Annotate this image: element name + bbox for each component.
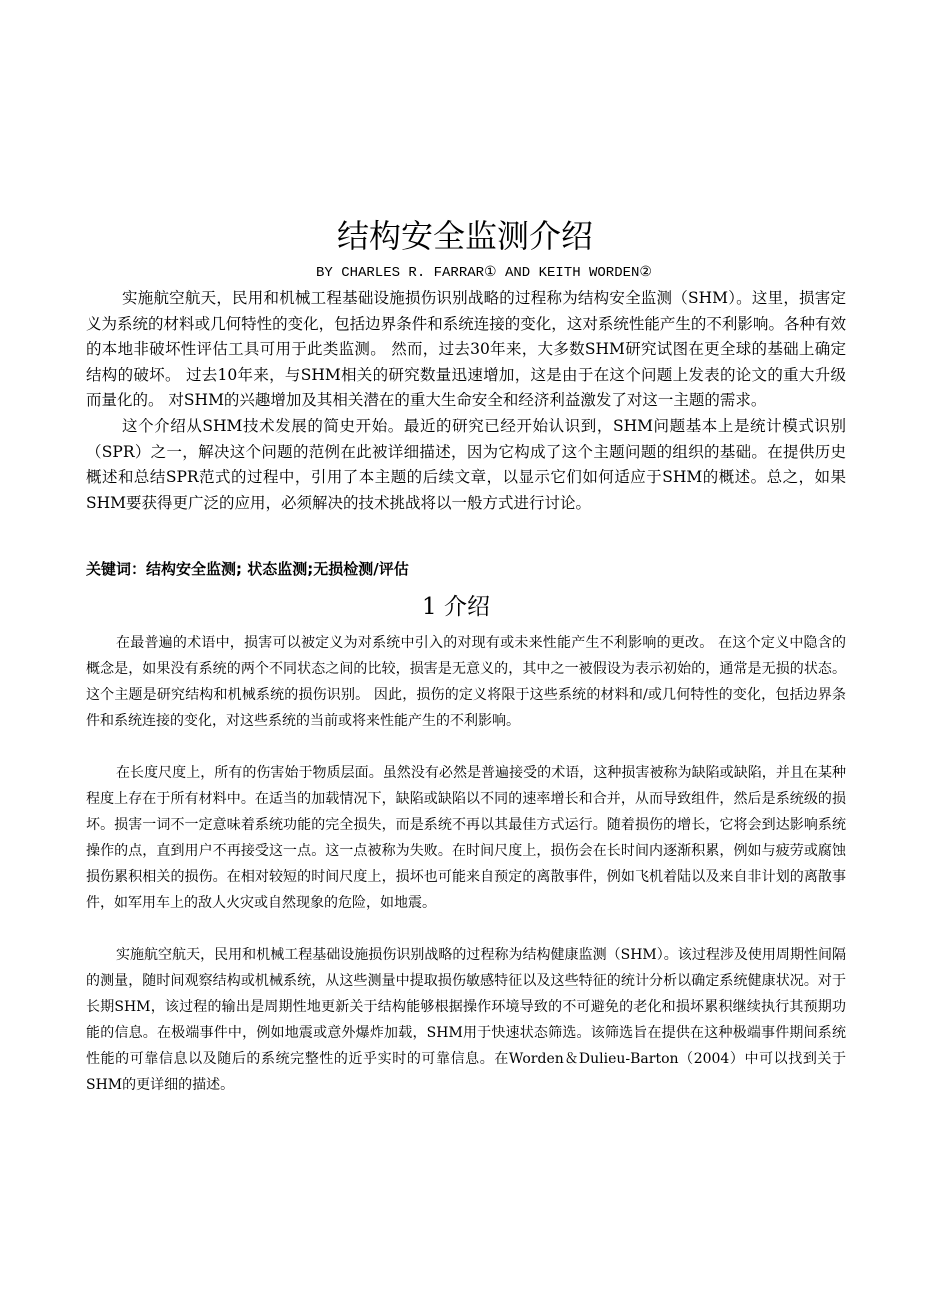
body-paragraph: 在最普遍的术语中，损害可以被定义为对系统中引入的对现有或未来性能产生不利影响的更改。 在这个定义中隐含的概念是，如果没有系统的两个不同状态之间的比较，损害是无意义的，其中之一被假设为表示初始的，通常是无损的状态。 这个主题是研究结构和机械系统的损伤识别。 因此，损伤的定义将限于这些系统的材料和/或几何特性的变化，包括边界条件和系统连接的变化，对这些系统的当前或将来性能产生的不利影响。 [86,635,846,729]
body-paragraph: 在长度尺度上，所有的伤害始于物质层面。虽然没有必然是普遍接受的术语，这种损害被称为缺陷或缺陷，并且在某种程度上存在于所有材料中。在适当的加载情况下，缺陷或缺陷以不同的速率增长和合并，从而导致组件，然后是系统级的损坏。损害一词不一定意味着系统功能的完全损失，而是系统不再以其最佳方式运行。随着损伤的增长，它将会到达影响系统操作的点，直到用户不再接受这一点。这一点被称为失败。在时间尺度上，损伤会在长时间内逐渐积累，例如与疲劳或腐蚀损伤累积相关的损伤。在相对较短的时间尺度上，损坏也可能来自预定的离散事件，例如飞机着陆以及来自非计划的离散事件，如军用车上的敌人火灾或自然现象的危险，如地震。 [86,765,846,911]
keywords: 关键词：结构安全监测; 状态监测;无损检测/评估 [86,560,409,578]
document-title: 结构安全监测介绍 [336,217,593,255]
abstract-paragraph: 实施航空航天，民用和机械工程基础设施损伤识别战略的过程称为结构安全监测（SHM）。这里，损害定义为系统的材料或几何特性的变化，包括边界条件和系统连接的变化，这对系统性能产生的不利影响。各种有效的本地非破坏性评估工具可用于此类监测。 然而，过去30年来，大多数SHM研究试图在更全球的基础上确定结构的破坏。 过去10年来，与SHM相关的研究数量迅速增加，这是由于在这个问题上发表的论文的重大升级而量化的。 对SHM的兴趣增加及其相关潜在的重大生命安全和经济利益激发了对这一主题的需求。 [86,289,846,410]
abstract-paragraph: 这个介绍从SHM技术发展的简史开始。最近的研究已经开始认识到，SHM问题基本上是统计模式识别（SPR）之一，解决这个问题的范例在此被详细描述，因为它构成了这个主题问题的组织的基础。在提供历史概述和总结SPR范式的过程中，引用了本主题的后续文章，以显示它们如何适应于SHM的概述。总之，如果SHM要获得更广泛的应用，必须解决的技术挑战将以一般方式进行讨论。 [86,416,846,512]
section-heading-introduction: 1 介绍 [422,594,490,620]
body-paragraph: 实施航空航天，民用和机械工程基础设施损伤识别战略的过程称为结构健康监测（SHM）。该过程涉及使用周期性间隔的测量，随时间观察结构或机械系统，从这些测量中提取损伤敏感特征以及这些特征的统计分析以确定系统健康状况。对于长期SHM，该过程的输出是周期性地更新关于结构能够根据操作环境导致的不可避免的老化和损坏累积继续执行其预期功能的信息。在极端事件中，例如地震或意外爆炸加载，SHM用于快速状态筛选。该筛选旨在提供在这种极端事件期间系统性能的可靠信息以及随后的系统完整性的近乎实时的可靠信息。在Worden＆Dulieu-Barton（2004）中可以找到关于SHM的更详细的描述。 [86,947,846,1093]
section-body [86,630,846,1124]
abstract [86,286,846,516]
author-byline: BY CHARLES R. FARRAR① AND KEITH WORDEN② [316,265,652,281]
